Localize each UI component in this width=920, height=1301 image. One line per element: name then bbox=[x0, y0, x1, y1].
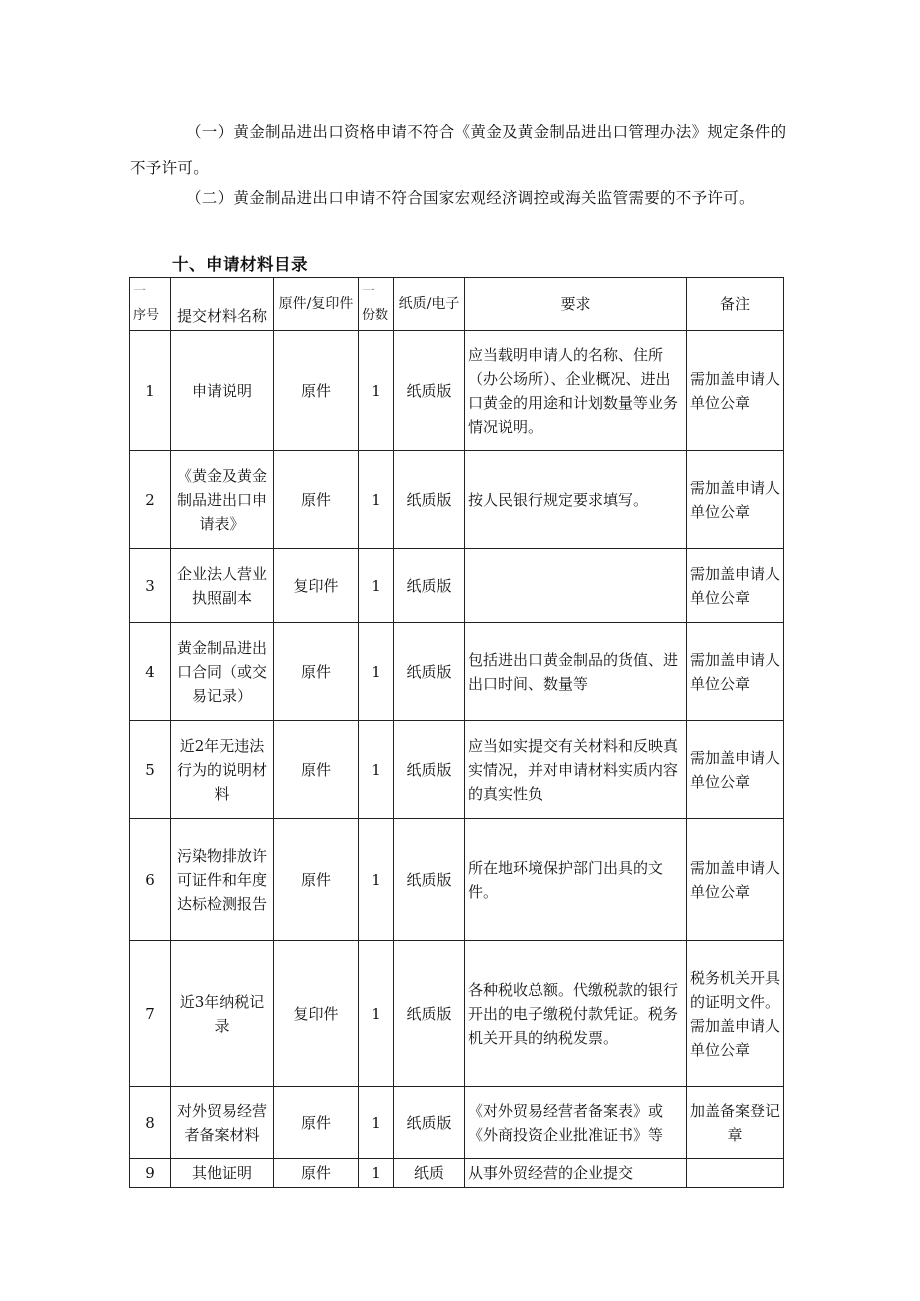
header-no: 一 序号 bbox=[130, 278, 171, 331]
cell-name: 近2年无违法行为的说明材料 bbox=[171, 721, 274, 819]
cell-count: 1 bbox=[359, 1087, 394, 1159]
cell-original: 复印件 bbox=[274, 549, 359, 623]
cell-original: 原件 bbox=[274, 1159, 359, 1188]
cell-name: 《黄金及黄金制品进出口申请表》 bbox=[171, 451, 274, 549]
cell-count: 1 bbox=[359, 941, 394, 1087]
cell-name: 企业法人营业执照副本 bbox=[171, 549, 274, 623]
cell-requirement: 应当载明申请人的名称、住所（办公场所）、企业概况、进出口黄金的用途和计划数量等业务情况说明。 bbox=[465, 331, 687, 451]
cell-count: 1 bbox=[359, 623, 394, 721]
cell-name: 黄金制品进出口合同（或交易记录） bbox=[171, 623, 274, 721]
table-row bbox=[130, 331, 784, 451]
header-requirement: 要求 bbox=[465, 278, 687, 331]
cell-count: 1 bbox=[359, 549, 394, 623]
cell-no: 6 bbox=[130, 819, 171, 941]
header-medium: 纸质/电子 bbox=[394, 278, 465, 331]
cell-original: 原件 bbox=[274, 1087, 359, 1159]
cell-requirement: 各种税收总额。代缴税款的银行开出的电子缴税付款凭证。税务机关开具的纳税发票。 bbox=[465, 941, 687, 1087]
cell-remark: 需加盖申请人单位公章 bbox=[687, 549, 784, 623]
cell-requirement: 按人民银行规定要求填写。 bbox=[465, 451, 687, 549]
table-row bbox=[130, 1087, 784, 1159]
cell-no: 8 bbox=[130, 1087, 171, 1159]
cell-requirement: 从事外贸经营的企业提交 bbox=[465, 1159, 687, 1188]
cell-count: 1 bbox=[359, 331, 394, 451]
cell-remark: 需加盖申请人单位公章 bbox=[687, 819, 784, 941]
cell-name: 申请说明 bbox=[171, 331, 274, 451]
cell-remark: 需加盖申请人单位公章 bbox=[687, 721, 784, 819]
paragraph-1: （一）黄金制品进出口资格申请不符合《黄金及黄金制品进出口管理办法》规定条件的不予许可。 bbox=[130, 123, 787, 177]
cell-original: 复印件 bbox=[274, 941, 359, 1087]
cell-no: 1 bbox=[130, 331, 171, 451]
table-row bbox=[130, 721, 784, 819]
cell-remark: 需加盖申请人单位公章 bbox=[687, 623, 784, 721]
cell-medium: 纸质版 bbox=[394, 331, 465, 451]
cell-medium: 纸质版 bbox=[394, 623, 465, 721]
cell-remark: 需加盖申请人单位公章 bbox=[687, 451, 784, 549]
table-row bbox=[130, 1159, 784, 1188]
cell-count: 1 bbox=[359, 819, 394, 941]
table-row bbox=[130, 819, 784, 941]
cell-original: 原件 bbox=[274, 721, 359, 819]
cell-medium: 纸质 bbox=[394, 1159, 465, 1188]
cell-requirement: 包括进出口黄金制品的货值、进出口时间、数量等 bbox=[465, 623, 687, 721]
cell-name: 其他证明 bbox=[171, 1159, 274, 1188]
cell-remark: 税务机关开具的证明文件。需加盖申请人单位公章 bbox=[687, 941, 784, 1087]
cell-medium: 纸质版 bbox=[394, 721, 465, 819]
cell-medium: 纸质版 bbox=[394, 941, 465, 1087]
table-row bbox=[130, 941, 784, 1087]
cell-count: 1 bbox=[359, 721, 394, 819]
cell-no: 3 bbox=[130, 549, 171, 623]
cell-no: 2 bbox=[130, 451, 171, 549]
cell-requirement: 应当如实提交有关材料和反映真实情况，并对申请材料实质内容的真实性负 bbox=[465, 721, 687, 819]
cell-original: 原件 bbox=[274, 331, 359, 451]
section-heading: 十、申请材料目录 bbox=[172, 255, 308, 274]
cell-medium: 纸质版 bbox=[394, 819, 465, 941]
header-remark: 备注 bbox=[687, 278, 784, 331]
cell-name: 污染物排放许可证件和年度达标检测报告 bbox=[171, 819, 274, 941]
paragraph-2: （二）黄金制品进出口申请不符合国家宏观经济调控或海关监管需要的不予许可。 bbox=[186, 189, 755, 207]
table-row bbox=[130, 549, 784, 623]
cell-name: 对外贸易经营者备案材料 bbox=[171, 1087, 274, 1159]
cell-original: 原件 bbox=[274, 451, 359, 549]
table-row bbox=[130, 623, 784, 721]
cell-no: 9 bbox=[130, 1159, 171, 1188]
cell-no: 4 bbox=[130, 623, 171, 721]
cell-no: 7 bbox=[130, 941, 171, 1087]
cell-requirement: 所在地环境保护部门出具的文件。 bbox=[465, 819, 687, 941]
cell-medium: 纸质版 bbox=[394, 1087, 465, 1159]
header-name: 提交材料名称 bbox=[171, 278, 274, 331]
cell-name: 近3年纳税记录 bbox=[171, 941, 274, 1087]
table-row bbox=[130, 451, 784, 549]
cell-original: 原件 bbox=[274, 819, 359, 941]
cell-remark: 需加盖申请人单位公章 bbox=[687, 331, 784, 451]
cell-count: 1 bbox=[359, 1159, 394, 1188]
cell-requirement: 《对外贸易经营者备案表》或《外商投资企业批准证书》等 bbox=[465, 1087, 687, 1159]
cell-medium: 纸质版 bbox=[394, 451, 465, 549]
cell-remark: 加盖备案登记章 bbox=[687, 1087, 784, 1159]
cell-no: 5 bbox=[130, 721, 171, 819]
cell-medium: 纸质版 bbox=[394, 549, 465, 623]
cell-requirement bbox=[465, 549, 687, 623]
header-count: 一 份数 bbox=[359, 278, 394, 331]
cell-remark bbox=[687, 1159, 784, 1188]
materials-table bbox=[129, 277, 784, 1188]
cell-original: 原件 bbox=[274, 623, 359, 721]
header-original: 原件/复印件 bbox=[274, 278, 359, 331]
table-header-row bbox=[130, 278, 784, 331]
cell-count: 1 bbox=[359, 451, 394, 549]
